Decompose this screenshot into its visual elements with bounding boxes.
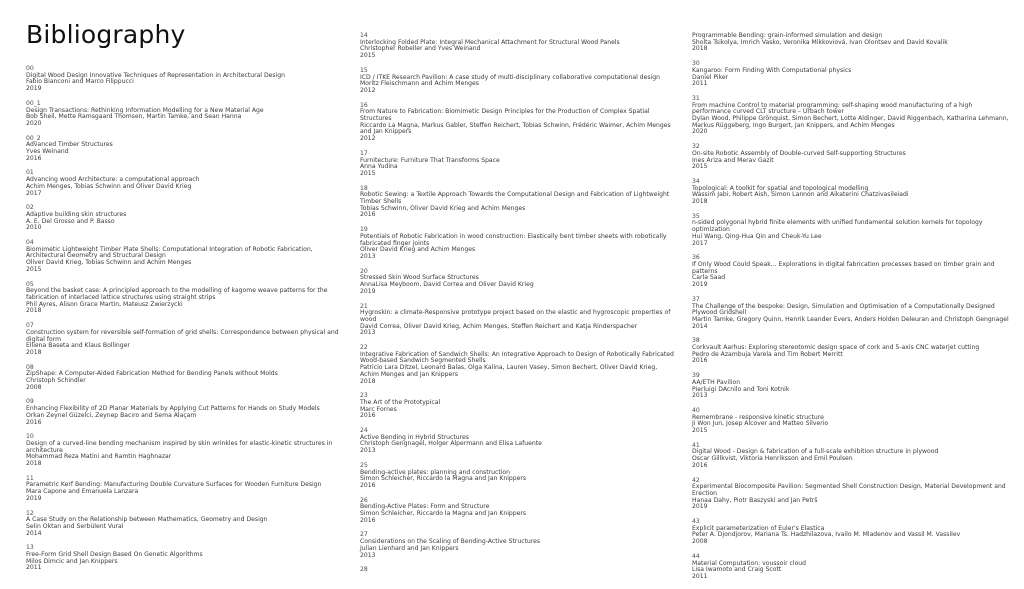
entry-number: 42 bbox=[692, 476, 700, 484]
bibliography-entry bbox=[26, 205, 346, 232]
entry-number: 22 bbox=[360, 344, 368, 352]
entry-authors: Phil Ayres, Alison Grace Martin, Mateusz Zwierzycki bbox=[26, 300, 183, 308]
entry-number: 44 bbox=[692, 552, 700, 560]
entry-number: 19 bbox=[360, 226, 368, 234]
entry-number: 08 bbox=[26, 363, 34, 371]
entry-year: 2015 bbox=[692, 163, 708, 171]
bibliography-entry bbox=[692, 96, 1010, 136]
entry-authors: Christopher Robeller and Yves Weinand bbox=[360, 45, 481, 53]
entry-title: Kangaroo: Form Finding With Computational physics bbox=[692, 66, 852, 74]
entry-year: 2015 bbox=[360, 52, 376, 60]
entry-title: Adaptive building skin structures bbox=[26, 210, 127, 218]
bibliography-entry bbox=[692, 297, 1010, 331]
entry-number: 25 bbox=[360, 461, 368, 469]
entry-authors: Elliena Baseta and Klaus Bollinger bbox=[26, 342, 130, 350]
entry-year: 2013 bbox=[360, 447, 376, 455]
entry-title: The Art of the Prototypical bbox=[360, 398, 441, 406]
entry-authors: Pierluigi DAcnilo and Toni Kotnik bbox=[692, 385, 790, 393]
bibliography-entry bbox=[692, 443, 1010, 470]
bibliography-column-2 bbox=[360, 33, 678, 582]
entry-number: 24 bbox=[360, 427, 368, 435]
entry-authors: Oscar Gillkvist, Viktoria Henriksson and Emil Poulsen bbox=[692, 455, 853, 463]
entry-title: Interlocking Folded Plate: Integral Mechanical Attachment for Structural Wood Panels bbox=[360, 38, 620, 46]
entry-number: 30 bbox=[692, 60, 700, 68]
entry-authors: Moritz Fleischmann and Achim Menges bbox=[360, 80, 479, 88]
entry-title: Remembrane - responsive kinetic structure bbox=[692, 413, 824, 421]
entry-number: 41 bbox=[692, 441, 700, 449]
bibliography-entry bbox=[692, 144, 1010, 171]
entry-title: Considerations on the Scaling of Bending-Active Structures bbox=[360, 538, 541, 546]
entry-title: Active Bending in Hybrid Structures bbox=[360, 433, 469, 441]
bibliography-entry bbox=[692, 478, 1010, 512]
entry-year: 2008 bbox=[26, 383, 42, 391]
entry-year: 2010 bbox=[26, 224, 42, 232]
entry-title: Digital Wood Design Innovative Techniques of Representation in Architectural Design bbox=[26, 71, 285, 79]
bibliography-entry bbox=[692, 338, 1010, 365]
bibliography-entry bbox=[26, 170, 346, 197]
entry-title: Free-Form Grid Shell Design Based On Genetic Algorithms bbox=[26, 551, 203, 559]
entry-authors: Milos Dimcic and Jan Knippers bbox=[26, 557, 118, 565]
entry-authors: Anna Yudina bbox=[360, 163, 398, 171]
entry-year: 2016 bbox=[692, 461, 708, 469]
bibliography-entry bbox=[360, 227, 678, 261]
entry-authors: AnnaLisa Meyboom, David Correa and Oliver David Krieg bbox=[360, 281, 534, 289]
entry-year: 2011 bbox=[692, 80, 708, 88]
entry-number: 05 bbox=[26, 280, 34, 288]
entry-number: 02 bbox=[26, 204, 34, 212]
entry-authors: Mara Capone and Emanuela Lanzara bbox=[26, 488, 139, 496]
entry-title: Beyond the basket case: A principled approach to the modelling of kagome weave patterns for the fabrication of interlaced lattice structures using straight strips bbox=[26, 287, 328, 301]
entry-year: 2016 bbox=[26, 418, 42, 426]
bibliography-entry bbox=[360, 68, 678, 95]
entry-title: Bending-active plates: planning and construction bbox=[360, 468, 511, 476]
bibliography-entry bbox=[360, 463, 678, 490]
bibliography-entry bbox=[360, 428, 678, 455]
entry-authors: Daniel Piker bbox=[692, 73, 729, 81]
entry-authors: Marc Fornes bbox=[360, 405, 397, 413]
entry-number: 40 bbox=[692, 406, 700, 414]
entry-number: 11 bbox=[26, 474, 34, 482]
entry-year: 2016 bbox=[26, 154, 42, 162]
entry-number: 17 bbox=[360, 149, 368, 157]
entry-year: 2012 bbox=[360, 86, 376, 94]
entry-number: 35 bbox=[692, 212, 700, 220]
entry-authors: Oliver David Krieg and Achim Menges bbox=[360, 246, 476, 254]
entry-number: 18 bbox=[360, 184, 368, 192]
entry-authors: Bob Sheil, Mette Ramsgaard Thomsen, Martin Tamke, and Sean Hanna bbox=[26, 113, 242, 121]
entry-year: 2016 bbox=[692, 357, 708, 365]
entry-year: 2018 bbox=[26, 460, 42, 468]
entry-year: 2008 bbox=[692, 538, 708, 546]
entry-number: 37 bbox=[692, 295, 700, 303]
entry-title: Digital Wood - Design & fabrication of a full-scale exhibition structure in plywood bbox=[692, 448, 939, 456]
bibliography-entry bbox=[26, 545, 346, 572]
entry-title: A Case Study on the Relationship between Mathematics, Geometry and Design bbox=[26, 516, 268, 524]
entry-number: 43 bbox=[692, 518, 700, 526]
entry-authors: Carla Saad bbox=[692, 274, 726, 282]
entry-authors: Hanaa Dahy, Piotr Baszyski and Jan Petrš bbox=[692, 496, 818, 504]
entry-title: ICD / ITKE Research Pavilion: A case study of multi-disciplinary collaborative computational design bbox=[360, 73, 660, 81]
entry-authors: Tobias Schwinn, Oliver David Krieg and Achim Menges bbox=[360, 204, 526, 212]
entry-year: 2015 bbox=[26, 265, 42, 273]
entry-title: Construction system for reversible self-formation of grid shells: Correspondence between physical and digital form bbox=[26, 328, 339, 343]
bibliography-entry bbox=[692, 373, 1010, 400]
bibliography-entry bbox=[360, 304, 678, 338]
entry-year: 2019 bbox=[692, 503, 708, 511]
entry-number: 00_1 bbox=[26, 99, 41, 107]
entry-year: 2014 bbox=[692, 322, 708, 330]
entry-year: 2017 bbox=[692, 239, 708, 247]
entry-title: Parametric Kerf Bending: Manufacturing Double Curvature Surfaces for Wooden Furniture Design bbox=[26, 481, 322, 489]
entry-year: 2015 bbox=[360, 169, 376, 177]
entry-authors: Martin Tamke, Gregory Quinn, Henrik Leander Evers, Anders Holden Deleuran and Christoph Gengnagel bbox=[692, 315, 1009, 323]
entry-authors: Julian Lienhard and Jan Knippers bbox=[360, 544, 459, 552]
entry-authors: Riccardo La Magna, Markus Gabler, Steffen Reichert, Tobias Schwinn, Frédéric Waimer, Achim Menges and Jan Knippers bbox=[360, 121, 671, 136]
entry-authors: Wassim Jabi, Robert Aish, Simon Lannon and Aikaterini Chatzivasileiadi bbox=[692, 191, 909, 199]
entry-authors: Ines Ariza and Merav Gazit bbox=[692, 156, 774, 164]
entry-year: 2013 bbox=[360, 551, 376, 559]
entry-authors: Simon Schleicher, Riccardo la Magna and Jan Knippers bbox=[360, 510, 527, 518]
bibliography-entry bbox=[26, 136, 346, 163]
entry-number: 00 bbox=[26, 65, 34, 72]
entry-authors: A. E. Del Grosso and P. Basso bbox=[26, 217, 115, 225]
bibliography-entry bbox=[692, 408, 1010, 435]
bibliography-entry bbox=[360, 151, 678, 178]
entry-number: 16 bbox=[360, 101, 368, 109]
entry-year: 2016 bbox=[360, 211, 376, 219]
entry-number: 26 bbox=[360, 496, 368, 504]
bibliography-column-3 bbox=[692, 33, 1010, 589]
entry-authors: Achim Menges, Tobias Schwinn and Oliver David Krieg bbox=[26, 182, 192, 190]
entry-title: Experimental Biocomposite Pavilion: Segmented Shell Construction Design, Material Development and Erection bbox=[692, 483, 1006, 497]
entry-number: 39 bbox=[692, 372, 700, 380]
entry-title: AA/ETH Pavilion bbox=[692, 378, 741, 386]
bibliography-entry bbox=[360, 532, 678, 559]
entry-authors: Sholta Tsikolya, Imrich Vasko, Veronika Mikkoviová, Ivan Olontsev and David Kovalik bbox=[692, 38, 948, 46]
entry-number: 28 bbox=[360, 566, 368, 574]
bibliography-entry bbox=[360, 269, 678, 296]
entry-title: Enhancing Flexibility of 2D Planar Materials by Applying Cut Patterns for Hands on Study Models bbox=[26, 405, 320, 413]
entry-title: Bending-Active Plates: Form and Structure bbox=[360, 503, 490, 511]
bibliography-entry bbox=[26, 323, 346, 357]
entry-year: 2018 bbox=[26, 348, 42, 356]
entry-title: The Challenge of the bespoke: Design, Simulation and Optimisation of a Computationally Designed Plywood Gridshell bbox=[692, 302, 995, 317]
entry-year: 2017 bbox=[26, 189, 42, 197]
entry-title: From machine Control to material programming: self-shaping wood manufacturing of a high performance curved CLT structure – Urbach tower bbox=[692, 101, 973, 116]
entry-number: 12 bbox=[26, 509, 34, 517]
bibliography-entry bbox=[360, 345, 678, 385]
entry-title: Potentials of Robotic Fabrication in wood construction: Elastically bent timber sheets with robotically fabricated finger joints bbox=[360, 232, 667, 247]
entry-number: 20 bbox=[360, 267, 368, 275]
entry-title: ZipShape: A Computer-Aided Fabrication Method for Bending Panels without Molds bbox=[26, 370, 278, 378]
entry-number: 04 bbox=[26, 239, 34, 247]
entry-number: 23 bbox=[360, 392, 368, 400]
entry-authors: Pedro de Azambuja Varela and Tim Robert Merritt bbox=[692, 350, 843, 358]
entry-authors: Yves Weinand bbox=[26, 148, 69, 156]
entry-year: 2016 bbox=[360, 412, 376, 420]
entry-year: 2019 bbox=[26, 85, 42, 93]
bibliography-entry bbox=[26, 511, 346, 538]
entry-year: 2015 bbox=[692, 427, 708, 435]
bibliography-entry bbox=[26, 66, 346, 93]
entry-title: Design of a curved-line bending mechanism inspired by skin wrinkles for elastic-kinetic structures in architecture bbox=[26, 439, 333, 454]
entry-year: 2020 bbox=[26, 119, 42, 127]
bibliography-entry bbox=[360, 103, 678, 143]
entry-number: 01 bbox=[26, 169, 34, 177]
bibliography-entry bbox=[26, 434, 346, 468]
entry-authors: Simon Schleicher, Riccardo la Magna and Jan Knippers bbox=[360, 475, 527, 483]
entry-number: 09 bbox=[26, 398, 34, 406]
entry-number: 10 bbox=[26, 433, 34, 441]
entry-number: 07 bbox=[26, 322, 34, 330]
entry-title: Furnitecture: Furniture That Transforms Space bbox=[360, 156, 500, 164]
entry-authors: Selin Oktan and Serbülent Vural bbox=[26, 522, 124, 530]
bibliography-entry bbox=[26, 365, 346, 392]
bibliography-entry bbox=[692, 179, 1010, 206]
entry-number: 13 bbox=[26, 544, 34, 552]
entry-authors: Dylan Wood, Philippe Grönquist, Simon Bechert, Lotte Aldinger, David Riggenbach, Katharina Lehmann, Markus Rüggeberg, Ingo Burgert, Jan Knippers, and Achim Menges bbox=[692, 115, 1009, 129]
entry-year: 2019 bbox=[360, 287, 376, 295]
entry-number: 34 bbox=[692, 177, 700, 185]
entry-title: On-site Robotic Assembly of Double-curved Self-supporting Structures bbox=[692, 149, 906, 157]
entry-authors: Hui Wang, Qing-Hua Qin and Cheuk-Yu Lee bbox=[692, 232, 822, 240]
entry-title: Material Computation: voussoir cloud bbox=[692, 559, 807, 567]
entry-title: Biomimetic Lightweight Timber Plate Shells: Computational Integration of Robotic Fabrication, Architectural Geometry and Structural Design bbox=[26, 245, 313, 260]
entry-year: 2018 bbox=[692, 198, 708, 206]
bibliography-entry bbox=[26, 282, 346, 316]
bibliography-entry bbox=[360, 567, 678, 574]
entry-title: n-sided polygonal hybrid finite elements with unified fundamental solution kernels for topology optimization bbox=[692, 219, 983, 234]
entry-year: 2019 bbox=[692, 281, 708, 289]
bibliography-entry bbox=[26, 101, 346, 128]
entry-number: 21 bbox=[360, 302, 368, 310]
entry-title: Advancing wood Architecture: a computational approach bbox=[26, 176, 200, 184]
entry-title: From Nature to Fabrication: Biomimetic Design Principles for the Production of Complex Spatial Structures bbox=[360, 108, 650, 123]
entry-title: Integrative Fabrication of Sandwich Shells: An Integrative Approach to Design of Robotically Fabricated Wood-based Sandwich Segmented Shells bbox=[360, 350, 674, 365]
entry-title: Stressed Skin Wood Surface Structures bbox=[360, 274, 479, 282]
entry-title: Robotic Sewing: a Textile Approach Towards the Computational Design and Fabrication of Lightweight Timber Shells bbox=[360, 191, 670, 206]
entry-authors: Mohammad Reza Matini and Ramtin Haghnazar bbox=[26, 453, 172, 461]
bibliography-entry bbox=[26, 240, 346, 274]
entry-title: If Only Wood Could Speak... Explorations in digital fabrication processes based on timber grain and patterns bbox=[692, 260, 995, 275]
bibliography-entry bbox=[692, 214, 1010, 248]
entry-year: 2014 bbox=[26, 529, 42, 537]
entry-year: 2018 bbox=[692, 45, 708, 53]
bibliography-entry bbox=[692, 33, 1010, 53]
entry-year: 2011 bbox=[26, 564, 42, 572]
entry-authors: Patricio Lara Ditzel, Leonard Balas, Olga Kalina, Lauren Vasey, Simon Bechert, Oliver David Krieg, Achim Menges and Jan Knippers bbox=[360, 364, 658, 378]
entry-year: 2016 bbox=[360, 516, 376, 524]
entry-title: Corkvault Aarhus: Exploring stereotomic design space of cork and 5-axis CNC waterjet cutting bbox=[692, 344, 980, 352]
entry-number: 38 bbox=[692, 337, 700, 345]
entry-year: 2018 bbox=[360, 377, 376, 385]
entry-authors: Christoph Schindler bbox=[26, 377, 86, 385]
entry-number: 31 bbox=[692, 94, 700, 102]
entry-title: Explicit parameterization of Euler's Elastica bbox=[692, 524, 825, 532]
entry-number: 14 bbox=[360, 32, 368, 39]
entry-year: 2013 bbox=[360, 329, 376, 337]
entry-year: 2013 bbox=[360, 252, 376, 260]
entry-authors: Fabio Bianconi and Marco Filippucci bbox=[26, 78, 134, 86]
bibliography-entry bbox=[692, 554, 1010, 581]
entry-authors: Peter A. Djondjorov, Mariana Ts. Hadzhilazova, Ivailo M. Mladenov and Vassil M. Vassilev bbox=[692, 531, 961, 539]
entry-number: 15 bbox=[360, 66, 368, 74]
entry-title: Hygroskin: a climate-Responsive prototype project based on the elastic and hygroscopic properties of wood bbox=[360, 309, 671, 323]
entry-number: 27 bbox=[360, 531, 368, 539]
entry-year: 2011 bbox=[692, 573, 708, 580]
entry-authors: Orkan Zeynel Güzelci, Zeynep Bacıro and Sema Alaçam bbox=[26, 411, 197, 419]
bibliography-entry bbox=[26, 399, 346, 426]
bibliography-entry bbox=[692, 519, 1010, 546]
bibliography-entry bbox=[26, 476, 346, 503]
bibliography-entry bbox=[692, 61, 1010, 88]
entry-title: Design Transactions: Rethinking Information Modelling for a New Material Age bbox=[26, 106, 264, 114]
entry-year: 2013 bbox=[692, 392, 708, 400]
entry-title: Advanced Timber Structures bbox=[26, 141, 113, 149]
entry-year: 2018 bbox=[26, 307, 42, 315]
bibliography-column-1 bbox=[26, 66, 346, 580]
entry-authors: Ji Won Jun, Josep Alcover and Matteo Silverio bbox=[692, 420, 829, 428]
entry-title: Programmable Bending: grain-informed simulation and design bbox=[692, 32, 883, 39]
entry-year: 2019 bbox=[26, 494, 42, 502]
entry-year: 2012 bbox=[360, 135, 376, 143]
entry-number: 32 bbox=[692, 143, 700, 151]
bibliography-entry bbox=[360, 393, 678, 420]
bibliography-entry bbox=[360, 498, 678, 525]
entry-title: Topological: A toolkit for spatial and topological modelling bbox=[692, 184, 869, 192]
bibliography-entry bbox=[692, 255, 1010, 289]
bibliography-entry bbox=[360, 186, 678, 220]
entry-number: 00_2 bbox=[26, 134, 41, 142]
bibliography-entry bbox=[360, 33, 678, 60]
entry-year: 2016 bbox=[360, 481, 376, 489]
entry-authors: Christoph Gengnagel, Holger Alpermann and Elisa Lafuente bbox=[360, 440, 542, 448]
entry-authors: David Correa, Oliver David Krieg, Achim Menges, Steffen Reichert and Katja Rinderspacher bbox=[360, 322, 638, 330]
page-title: Bibliography bbox=[26, 20, 186, 49]
entry-authors: Lisa Iwamoto and Craig Scott bbox=[692, 566, 782, 574]
entry-authors: Oliver David Krieg, Tobias Schwinn and Achim Menges bbox=[26, 259, 192, 267]
entry-year: 2020 bbox=[692, 128, 708, 136]
entry-number: 36 bbox=[692, 254, 700, 262]
